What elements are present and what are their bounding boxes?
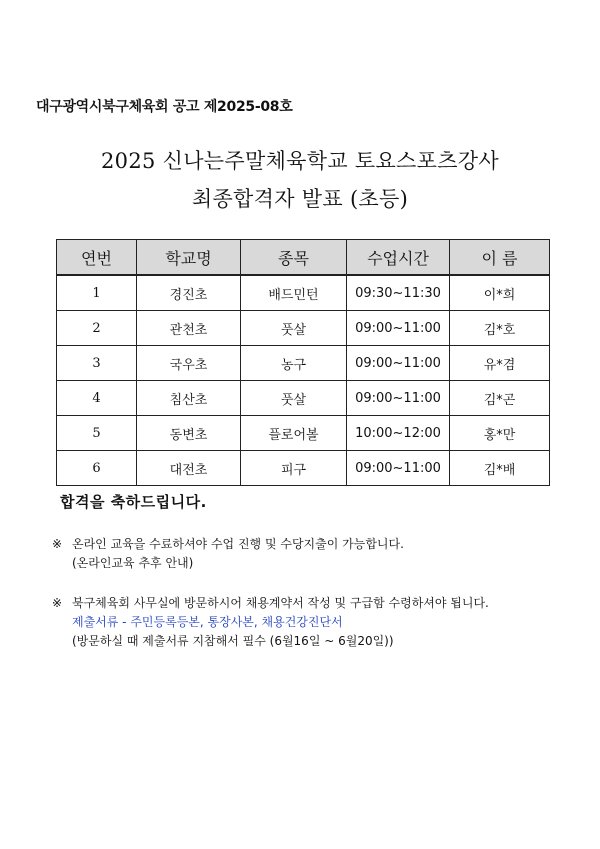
table-row — [57, 416, 550, 451]
cell-time: 09:00~11:00 — [347, 311, 450, 346]
table-row — [57, 311, 550, 346]
note-mark: ※ — [52, 537, 63, 551]
header-school: 학교명 — [137, 240, 241, 276]
table-row — [57, 381, 550, 416]
cell-no: 4 — [57, 381, 137, 416]
cell-name: 유*겸 — [450, 346, 550, 381]
cell-time: 09:30~11:30 — [347, 275, 450, 311]
cell-school: 대전초 — [137, 451, 241, 486]
note1-text: 온라인 교육을 수료하셔야 수업 진행 및 수당지출이 가능합니다. — [72, 537, 404, 551]
cell-no: 6 — [57, 451, 137, 486]
table-row — [57, 275, 550, 311]
cell-sport: 배드민턴 — [241, 275, 347, 311]
cell-sport: 풋살 — [241, 311, 347, 346]
notice-number: 대구광역시북구체육회 공고 제2025-08호 — [36, 99, 293, 115]
table-row — [57, 346, 550, 381]
note1-subtext: (온라인교육 추후 안내) — [72, 556, 194, 570]
header-no: 연번 — [57, 240, 137, 276]
cell-name: 김*호 — [450, 311, 550, 346]
cell-no: 5 — [57, 416, 137, 451]
cell-school: 침산초 — [137, 381, 241, 416]
cell-no: 3 — [57, 346, 137, 381]
cell-time: 09:00~11:00 — [347, 451, 450, 486]
cell-school: 동변초 — [137, 416, 241, 451]
cell-no: 1 — [57, 275, 137, 311]
table-header-row — [57, 240, 550, 276]
note-visit-office — [52, 594, 489, 651]
congratulations-text: 합격을 축하드립니다. — [60, 493, 207, 511]
cell-school: 국우초 — [137, 346, 241, 381]
cell-name: 김*배 — [450, 451, 550, 486]
note-online-education — [52, 535, 404, 573]
required-documents: 제출서류 - 주민등록등본, 통장사본, 채용건강진단서 — [72, 615, 343, 629]
note-mark: ※ — [52, 596, 63, 610]
results-table — [56, 239, 550, 486]
table-row — [57, 451, 550, 486]
header-sport: 종목 — [241, 240, 347, 276]
cell-time: 09:00~11:00 — [347, 381, 450, 416]
header-time: 수업시간 — [347, 240, 450, 276]
cell-sport: 피구 — [241, 451, 347, 486]
cell-name: 홍*만 — [450, 416, 550, 451]
cell-name: 이*희 — [450, 275, 550, 311]
cell-sport: 풋살 — [241, 381, 347, 416]
page-title-line2: 최종합격자 발표 (초등) — [191, 187, 409, 211]
page-title-line1: 2025 신나는주말체육학교 토요스포츠강사 — [101, 149, 499, 173]
cell-no: 2 — [57, 311, 137, 346]
header-name: 이 름 — [450, 240, 550, 276]
visit-period: (방문하실 때 제출서류 지참해서 필수 (6월16일 ~ 6월20일)) — [72, 634, 394, 648]
cell-name: 김*곤 — [450, 381, 550, 416]
cell-time: 09:00~11:00 — [347, 346, 450, 381]
cell-school: 관천초 — [137, 311, 241, 346]
cell-school: 경진초 — [137, 275, 241, 311]
note2-text: 북구체육회 사무실에 방문하시어 채용계약서 작성 및 구급함 수령하셔야 됩니다. — [72, 596, 489, 610]
cell-sport: 농구 — [241, 346, 347, 381]
cell-time: 10:00~12:00 — [347, 416, 450, 451]
cell-sport: 플로어볼 — [241, 416, 347, 451]
